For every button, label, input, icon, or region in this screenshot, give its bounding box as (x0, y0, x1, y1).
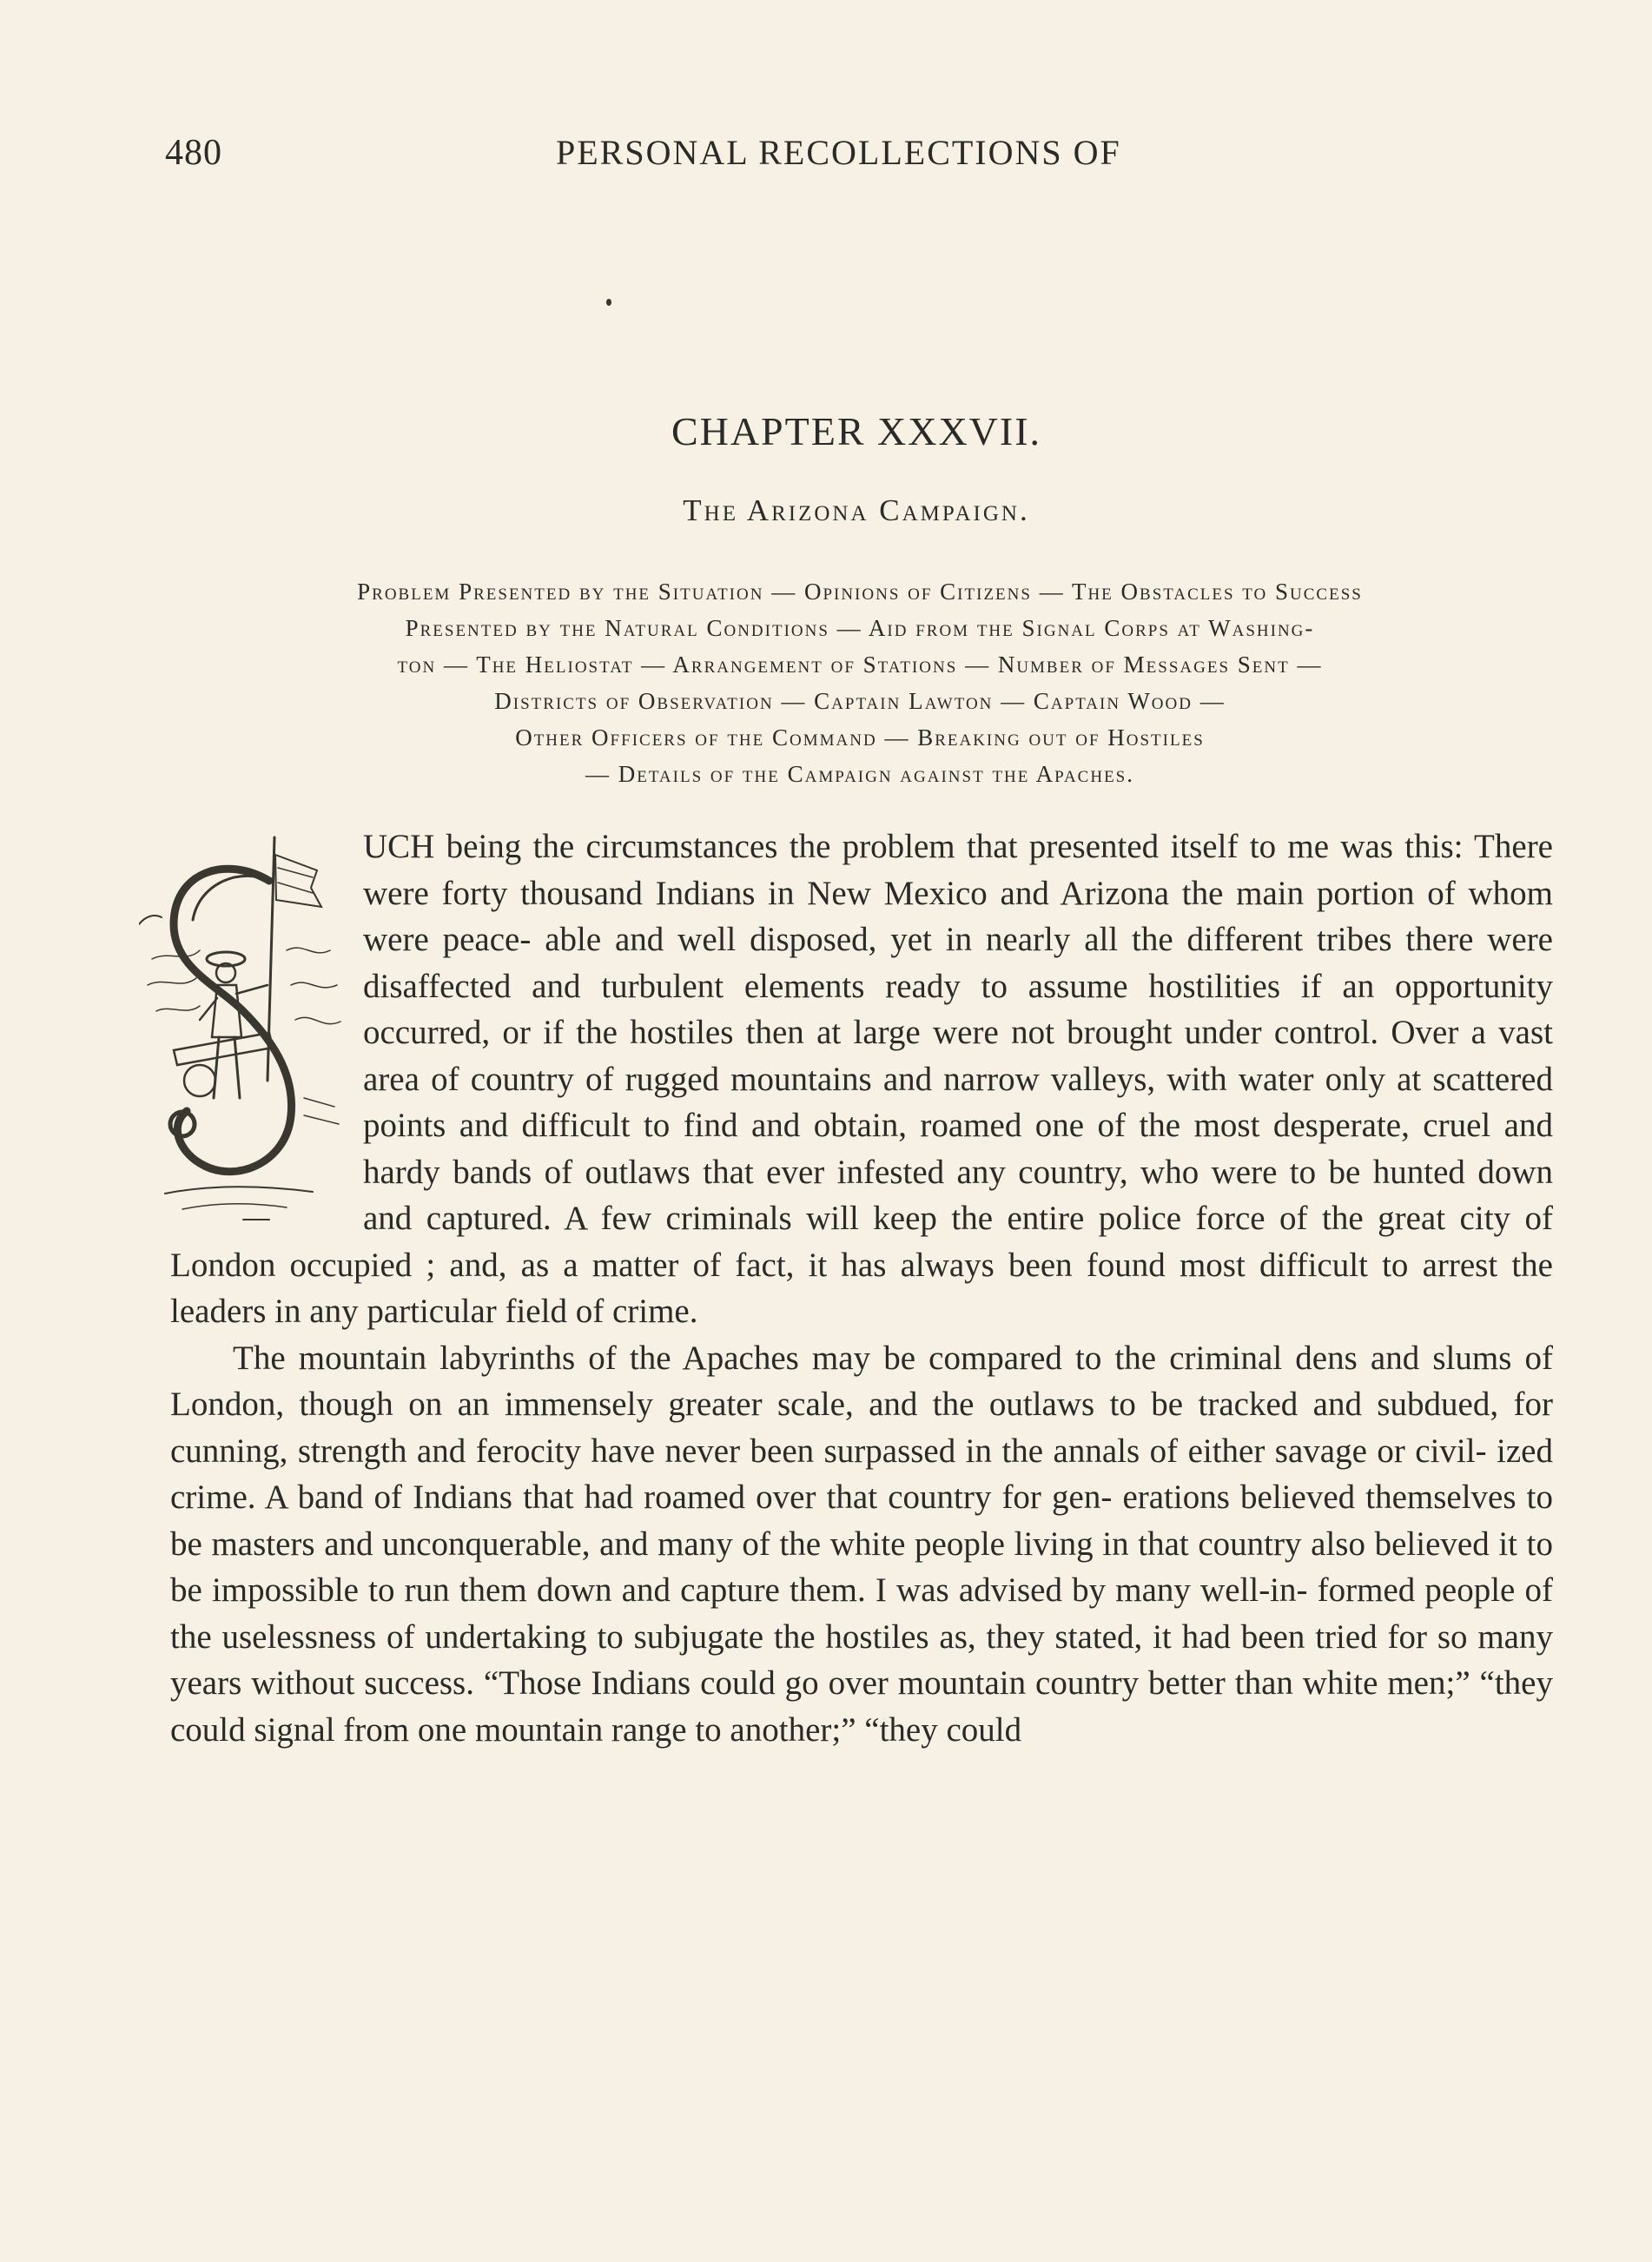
chapter-body (170, 823, 1553, 1753)
synopsis-line: Problem Presented by the Situation — Opinions of Citizens — The Obstacles to Success (357, 579, 1363, 605)
chapter-synopsis (165, 573, 1555, 792)
synopsis-line: Other Officers of the Command — Breaking out of Hostiles (515, 724, 1205, 751)
synopsis-line: — Details of the Campaign against the Apaches. (585, 761, 1134, 787)
paragraph: UCH being the circumstances the problem that presented itself to me was this: There were forty thousand Indians in New Mexico and Arizona the main portion of whom were peace- able and well disposed, yet in nearly all the different tribes there were disaffected and turbulent elements ready to assume hostilities if an opportunity occurred, or if the hostiles then at large were not brought under control. Over a vast area of country of rugged mountains and narrow valleys, with water only at scattered points and difficult to find and obtain, roamed one of the most desperate, cruel and hardy bands of outlaws that ever infested any country, who were to be hunted down and captured. A few criminals will keep the entire police force of the great city of London occupied ; and, as a matter of fact, it has always been found most difficult to arrest the leaders in any particular field of crime. (170, 828, 1553, 1330)
synopsis-line: Presented by the Natural Conditions — Aid from the Signal Corps at Washing- (405, 615, 1315, 641)
running-header (165, 132, 1555, 184)
page-number: 480 (165, 133, 222, 173)
synopsis-line: Districts of Observation — Captain Lawton — Captain Wood — (494, 688, 1226, 714)
running-title: PERSONAL RECOLLECTIONS OF (556, 133, 1121, 172)
ink-speck-decoration (606, 299, 611, 306)
chapter-title: The Arizona Campaign. (683, 493, 1030, 527)
synopsis-line: ton — The Heliostat — Arrangement of Stations — Number of Messages Sent — (397, 651, 1323, 678)
chapter-number: CHAPTER XXXVII. (671, 409, 1042, 453)
paragraph: The mountain labyrinths of the Apaches may be compared to the criminal dens and slums of London, though on an immensely greater scale, and the outlaws to be tracked and subdued, for cunning, strength and ferocity have never been surpassed in the annals of either savage or civil- ized crime. A band of Indians that had roamed over that country for gen- erations believed themselves to be masters and unconquerable, and many of the white people living in that country also believed it to be impossible to run them down and capture them. I was advised by many well-in- formed people of the uselessness of undertaking to subjugate the hostiles as, they stated, it had been tried for so many years without success. “Those Indians could go over mountain country better than white men;” “they could signal from one mountain range to another;” “they could (170, 1339, 1553, 1749)
illustrated-initial-s-icon (139, 820, 358, 1227)
